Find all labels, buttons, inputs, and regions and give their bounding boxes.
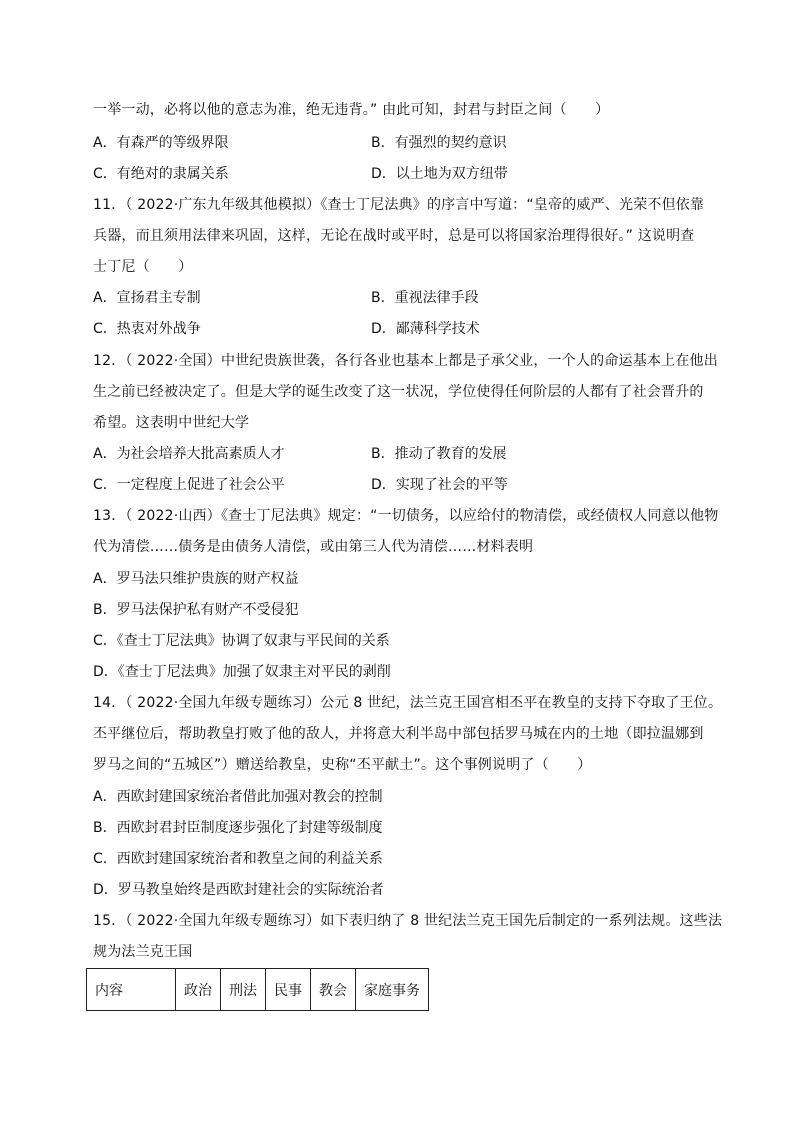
q11-option-a[interactable]: A．宣扬君主专制 bbox=[93, 290, 201, 306]
q14-option-d[interactable]: D．罗马教皇始终是西欧封建社会的实际统治者 bbox=[93, 882, 384, 898]
q11-option-c[interactable]: C．热衷对外战争 bbox=[93, 321, 201, 337]
q10-stem-tail: 一举一动，必将以他的意志为准，绝无违背。” 由此可知，封君与封臣之间（ ） bbox=[93, 102, 610, 118]
q12-option-c[interactable]: C．一定程度上促进了社会公平 bbox=[93, 477, 285, 493]
q11-option-d[interactable]: D．鄙薄科学技术 bbox=[371, 321, 480, 337]
q13-stem-line-1: 13．（ 2022·山西）《查士丁尼法典》规定：“一切债务，以应给付的物清偿，或经债权人同意以他物 bbox=[93, 508, 719, 524]
q10-option-a[interactable]: A．有森严的等级界限 bbox=[93, 135, 229, 151]
q10-option-b[interactable]: B．有强烈的契约意识 bbox=[371, 135, 507, 151]
q14-stem-line-1: 14．（ 2022·全国九年级专题练习）公元 8 世纪，法兰克王国宫相丕平在教皇的支持下夺取了王位。 bbox=[93, 695, 723, 711]
table-cell: 民事 bbox=[266, 969, 311, 1011]
table-cell: 教会 bbox=[311, 969, 356, 1011]
q11-option-b[interactable]: B．重视法律手段 bbox=[371, 290, 479, 306]
table-cell: 政治 bbox=[176, 969, 221, 1011]
q12-stem-line-3: 希望。这表明中世纪大学 bbox=[93, 415, 250, 431]
q10-option-d[interactable]: D．以土地为双方纽带 bbox=[371, 166, 508, 182]
q11-stem-line-3: 士丁尼（ ） bbox=[93, 259, 193, 275]
q14-option-b[interactable]: B．西欧封君封臣制度逐步强化了封建等级制度 bbox=[93, 820, 383, 836]
q14-stem-line-3: 罗马之间的“五城区”）赠送给教皇，史称“丕平献土”。这个事例说明了（ ） bbox=[93, 757, 592, 773]
q13-option-a[interactable]: A．罗马法只维护贵族的财产权益 bbox=[93, 571, 299, 587]
q14-option-a[interactable]: A．西欧封建国家统治者借此加强对教会的控制 bbox=[93, 789, 383, 805]
q11-stem-line-1: 11．（ 2022·广东九年级其他模拟）《查士丁尼法典》的序言中写道：“皇帝的威严、光荣不但依靠 bbox=[93, 197, 705, 213]
q12-option-a[interactable]: A．为社会培养大批高素质人才 bbox=[93, 446, 285, 462]
q11-stem-line-2: 兵器，而且须用法律来巩固，这样，无论在战时或平时，总是可以将国家治理得很好。” 这说明查 bbox=[93, 228, 695, 244]
q14-stem-line-2: 丕平继位后，帮助教皇打败了他的敌人，并将意大利半岛中部包括罗马城在内的土地（即拉温娜到 bbox=[93, 726, 704, 742]
q14-option-c[interactable]: C．西欧封建国家统治者和教皇之间的利益关系 bbox=[93, 851, 383, 867]
q13-stem-line-2: 代为清偿……债务是由债务人清偿，或由第三人代为清偿……材料表明 bbox=[93, 539, 534, 555]
table-cell: 刑法 bbox=[221, 969, 266, 1011]
q12-option-d[interactable]: D．实现了社会的平等 bbox=[371, 477, 508, 493]
q13-option-b[interactable]: B．罗马法保护私有财产不受侵犯 bbox=[93, 602, 299, 618]
q15-stem-line-1: 15．（ 2022·全国九年级专题练习）如下表归纳了 8 世纪法兰克王国先后制定的一系列法规。这些法 bbox=[93, 913, 723, 929]
table-header-cell: 内容 bbox=[87, 969, 176, 1011]
q12-stem-line-1: 12．（ 2022·全国）中世纪贵族世袭，各行各业也基本上都是子承父业，一个人的命运基本上在他出 bbox=[93, 353, 718, 369]
q15-stem-line-2: 规为法兰克王国 bbox=[93, 944, 193, 960]
table-cell: 家庭事务 bbox=[356, 969, 429, 1011]
q12-option-b[interactable]: B．推动了教育的发展 bbox=[371, 446, 507, 462]
q13-option-d[interactable]: D．《查士丁尼法典》加强了奴隶主对平民的剥削 bbox=[93, 664, 391, 680]
q13-option-c[interactable]: C．《查士丁尼法典》协调了奴隶与平民间的关系 bbox=[93, 633, 390, 649]
law-summary-table bbox=[86, 968, 429, 1011]
q12-stem-line-2: 生之前已经被决定了。但是大学的诞生改变了这一状况，学位使得任何阶层的人都有了社会晋升的 bbox=[93, 384, 704, 400]
table-row bbox=[87, 969, 429, 1011]
q10-option-c[interactable]: C．有绝对的隶属关系 bbox=[93, 166, 229, 182]
